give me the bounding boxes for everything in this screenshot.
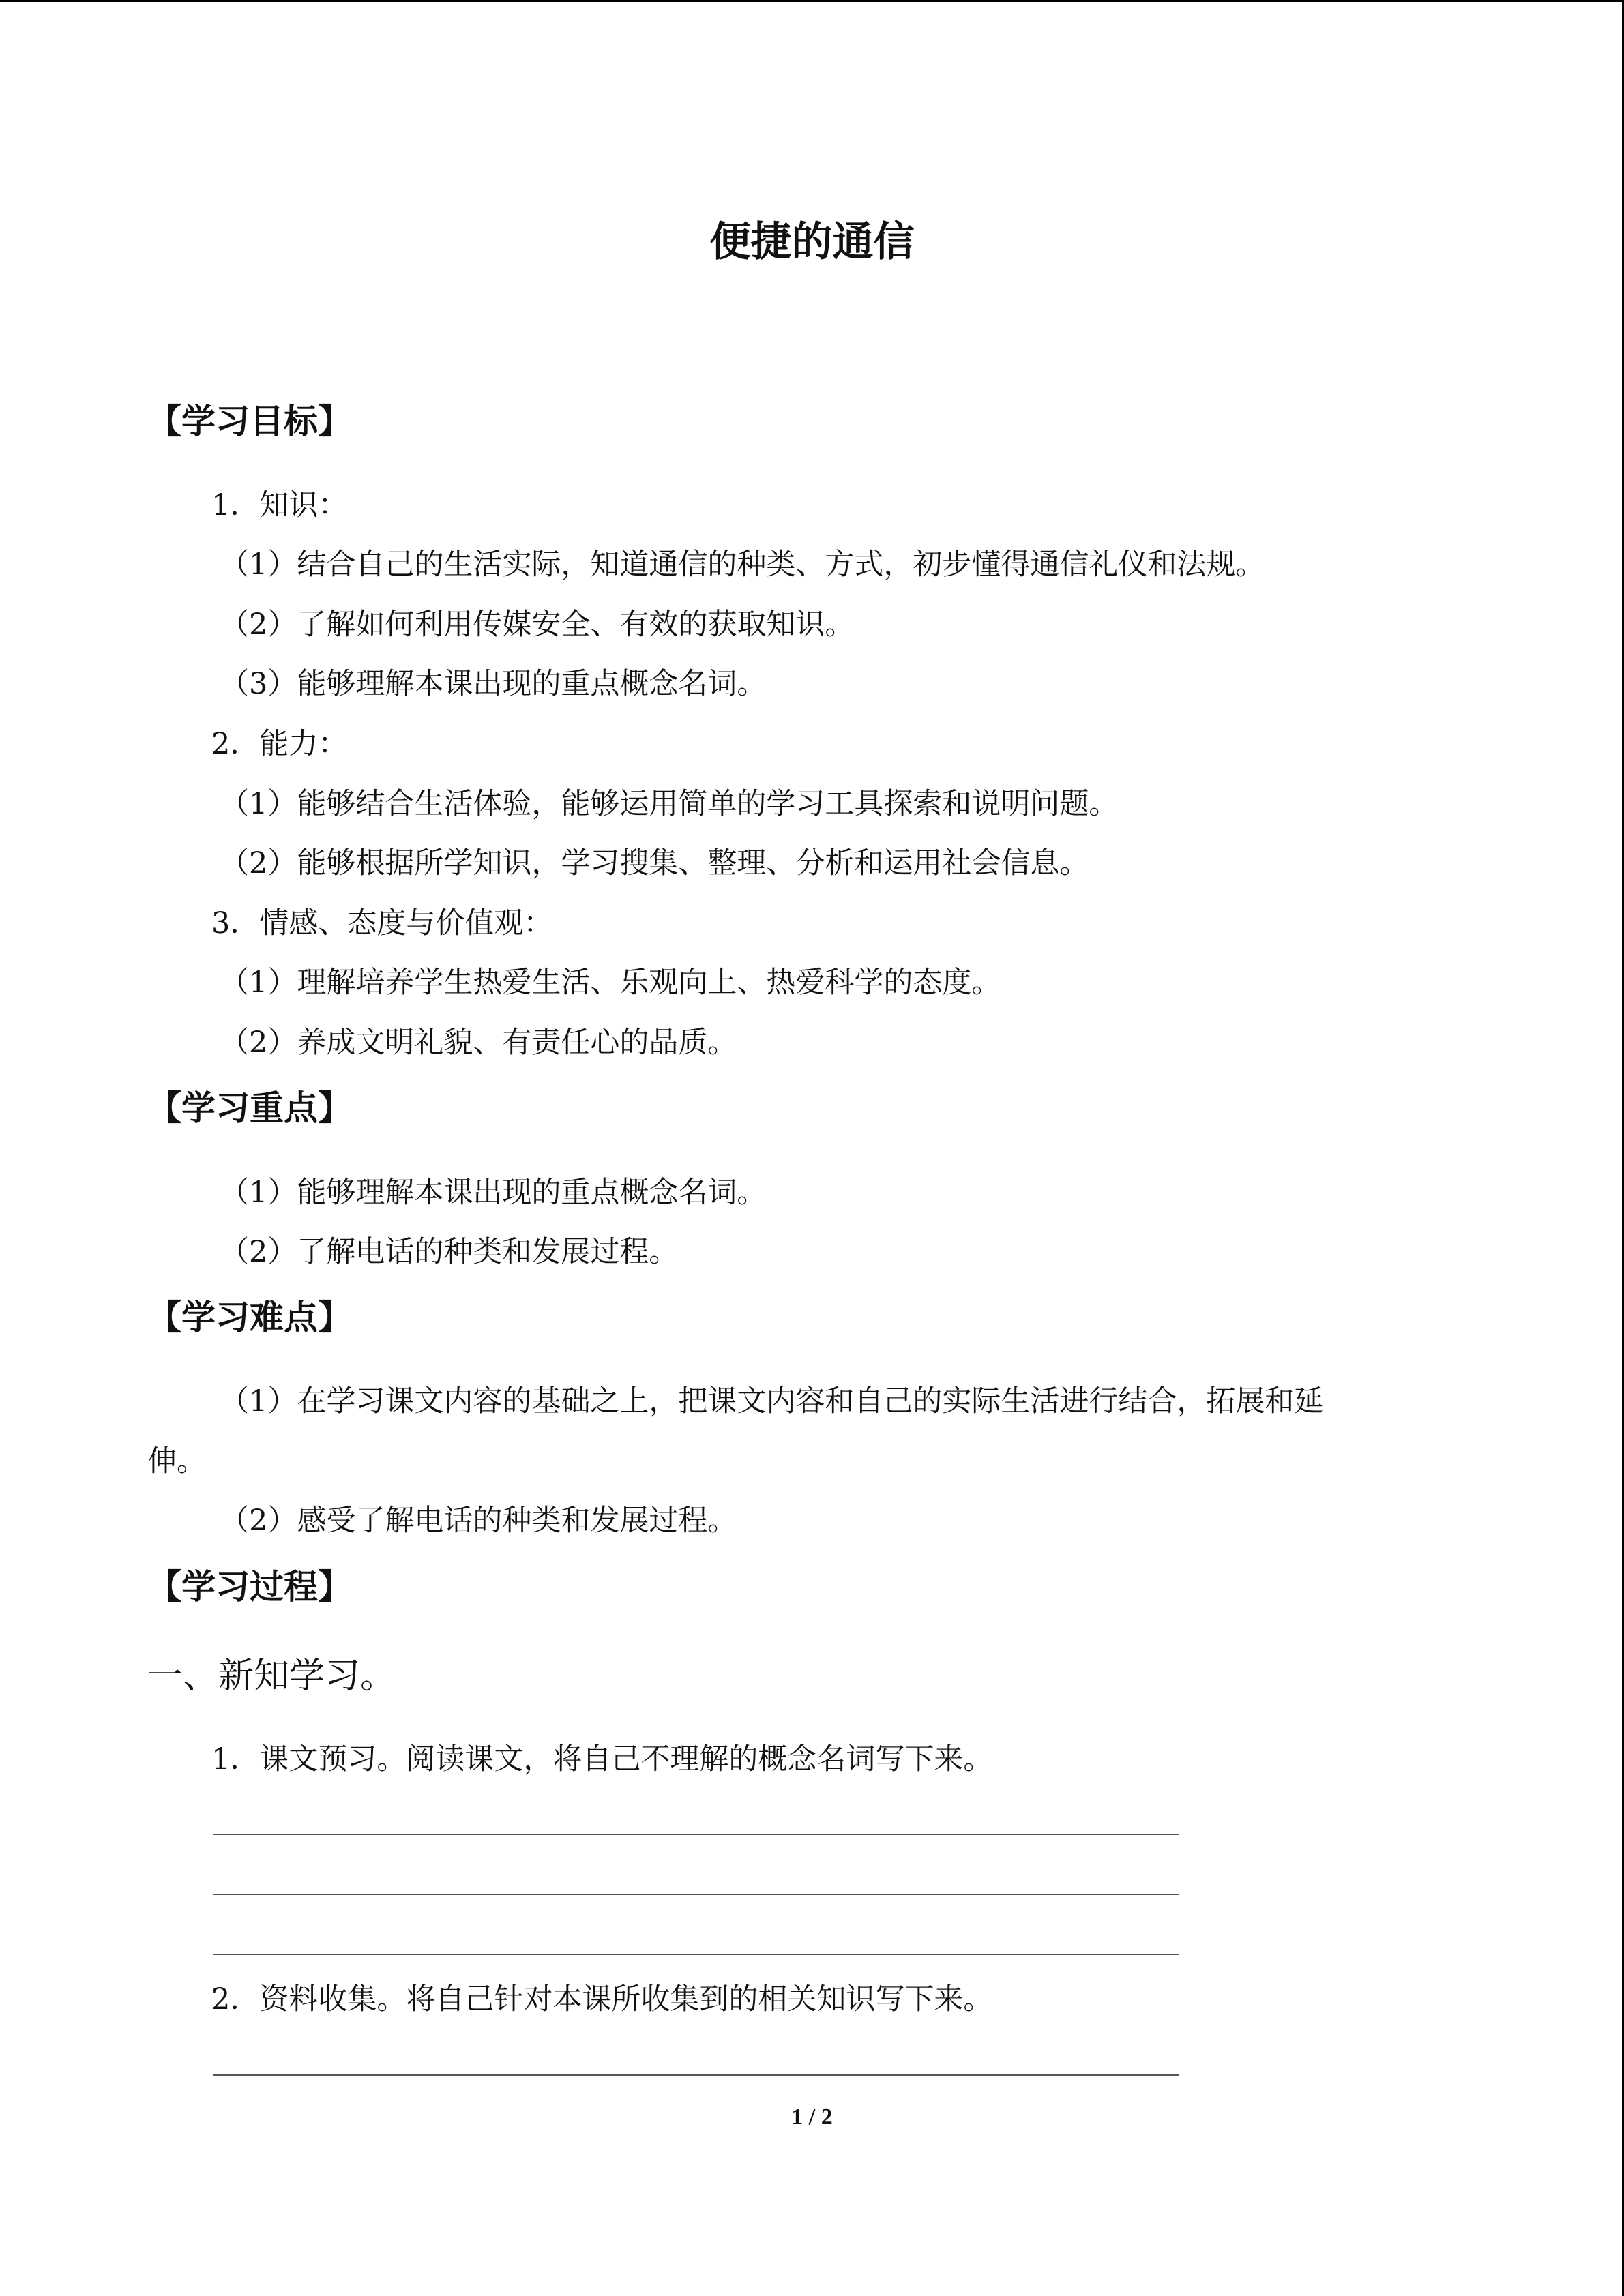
document-title: 便捷的通信 bbox=[709, 218, 915, 266]
process-heading: 【学习过程】 bbox=[147, 1567, 352, 1607]
difficulty-1-line-1: （1）在学习课文内容的基础之上，把课文内容和自己的实际生活进行结合，拓展和延 bbox=[220, 1384, 1324, 1418]
answer-line-2 bbox=[213, 1894, 1179, 1895]
answer-line-1 bbox=[213, 1834, 1179, 1835]
difficulty-2: （2）感受了解电话的种类和发展过程。 bbox=[220, 1504, 737, 1538]
emotion-label: 3．情感、态度与价值观： bbox=[211, 906, 553, 940]
key-point-1: （1）能够理解本课出现的重点概念名词。 bbox=[220, 1176, 767, 1210]
knowledge-item-2: （2）了解如何利用传媒安全、有效的获取知识。 bbox=[220, 608, 855, 642]
objectives-heading: 【学习目标】 bbox=[147, 402, 352, 441]
answer-line-3 bbox=[213, 1954, 1179, 1955]
knowledge-item-1: （1）结合自己的生活实际，知道通信的种类、方式，初步懂得通信礼仪和法规。 bbox=[220, 548, 1265, 582]
knowledge-label: 1．知识： bbox=[211, 488, 348, 522]
ability-item-1: （1）能够结合生活体验，能够运用简单的学习工具探索和说明问题。 bbox=[220, 787, 1119, 821]
key-point-2: （2）了解电话的种类和发展过程。 bbox=[220, 1235, 679, 1269]
difficulties-heading: 【学习难点】 bbox=[147, 1298, 352, 1337]
knowledge-item-3: （3）能够理解本课出现的重点概念名词。 bbox=[220, 667, 767, 701]
answer-line-4 bbox=[213, 2074, 1179, 2076]
page-number: 1 / 2 bbox=[791, 2104, 833, 2130]
emotion-item-1: （1）理解培养学生热爱生活、乐观向上、热爱科学的态度。 bbox=[220, 966, 1001, 1000]
ability-item-2: （2）能够根据所学知识，学习搜集、整理、分析和运用社会信息。 bbox=[220, 846, 1089, 880]
difficulty-1-line-2: 伸。 bbox=[147, 1444, 206, 1478]
task-2: 2．资料收集。将自己针对本课所收集到的相关知识写下来。 bbox=[211, 1982, 993, 2016]
key-points-heading: 【学习重点】 bbox=[147, 1088, 352, 1128]
task-1: 1．课文预习。阅读课文，将自己不理解的概念名词写下来。 bbox=[211, 1742, 993, 1776]
process-part-1: 一、新知学习。 bbox=[147, 1656, 396, 1697]
emotion-item-2: （2）养成文明礼貌、有责任心的品质。 bbox=[220, 1026, 737, 1060]
ability-label: 2．能力： bbox=[211, 727, 348, 761]
